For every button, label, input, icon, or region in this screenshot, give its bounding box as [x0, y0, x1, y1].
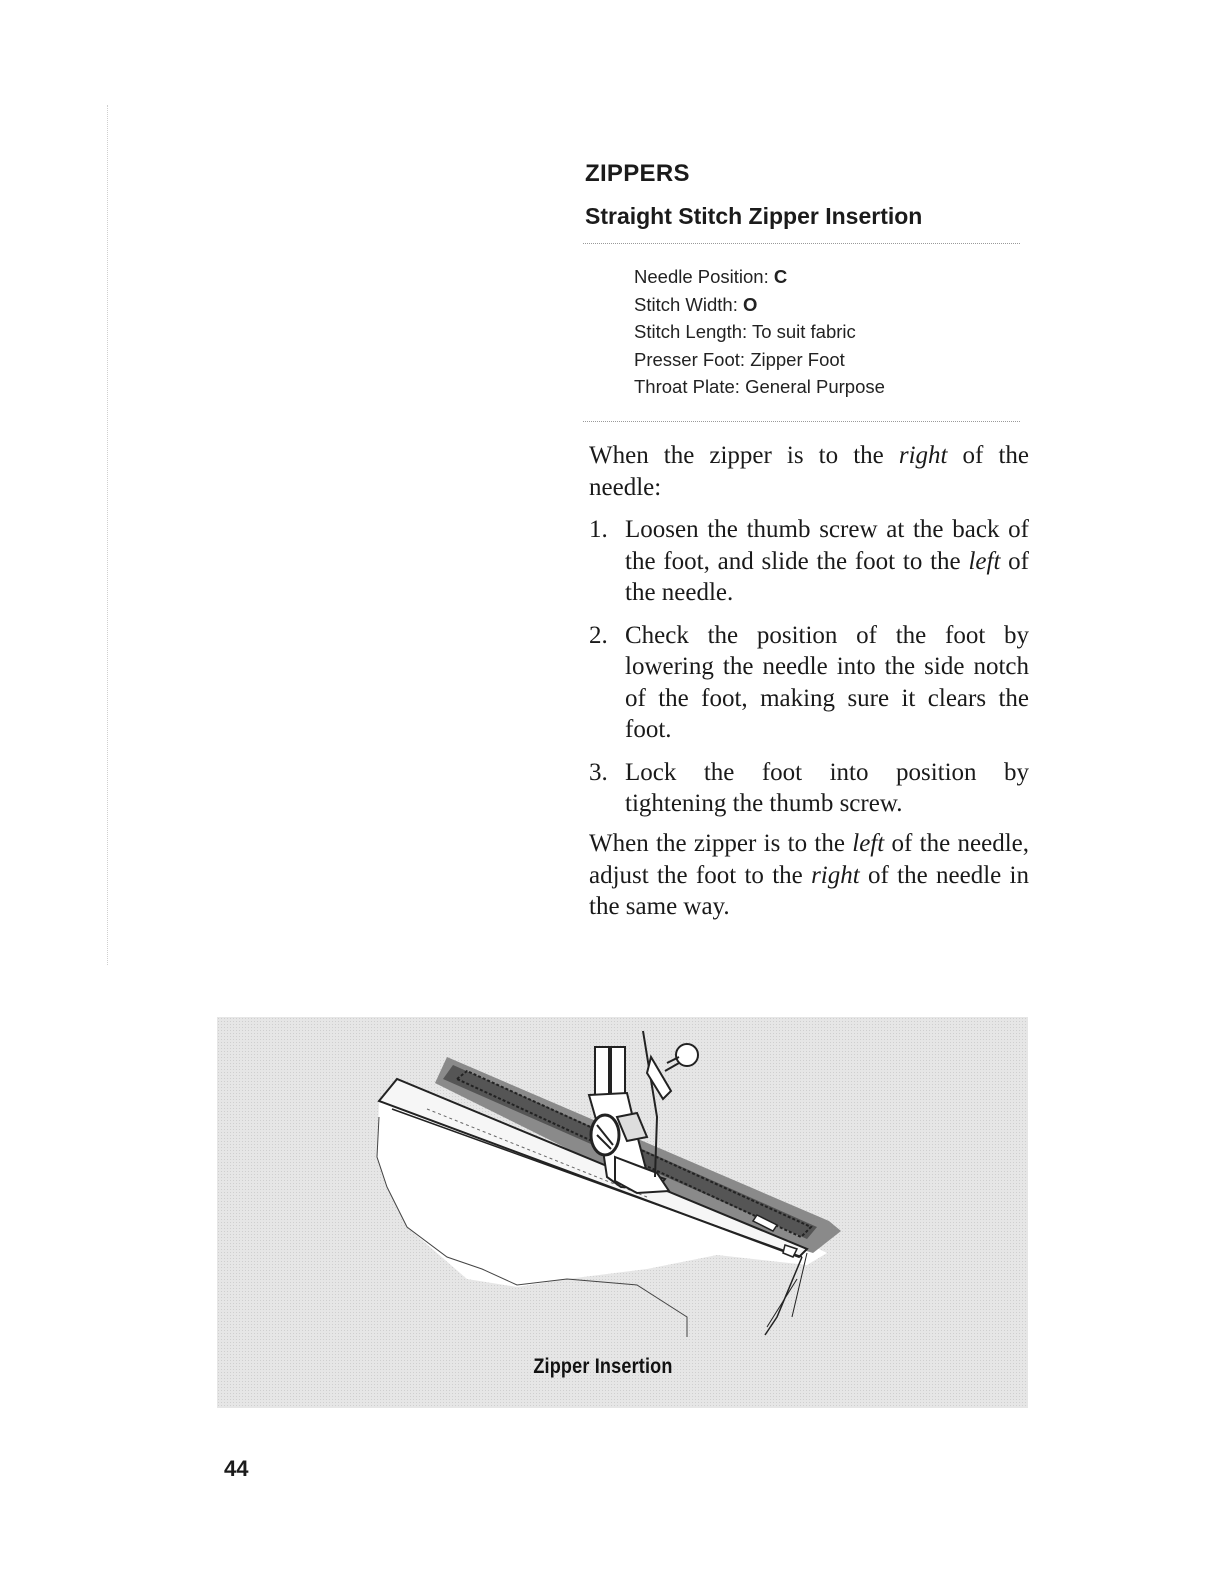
setting-label: Presser Foot:	[634, 348, 751, 370]
step-text: Lock the foot into position by tightening the thumb screw.	[625, 758, 1029, 817]
machine-settings	[634, 263, 885, 401]
setting-throat-plate	[634, 373, 885, 401]
figure-caption-text: Zipper Insertion	[532, 1355, 673, 1378]
setting-value: General Purpose	[745, 376, 885, 397]
step-text: Loosen the thumb screw at the back of the foot, and slide the foot to the	[625, 516, 1029, 575]
setting-value: Zipper Foot	[750, 348, 845, 370]
closing-text-middle: of the needle, adjust the foot to the	[589, 830, 1029, 889]
intro-text: When the zipper is to the	[589, 442, 899, 469]
intro-emphasis: right	[898, 442, 948, 469]
instruction-steps	[589, 514, 1029, 831]
step-item	[589, 620, 1029, 746]
figure-caption	[217, 1355, 1028, 1379]
settings-top-rule	[583, 243, 1020, 244]
intro-paragraph	[589, 440, 1029, 503]
step-text-end: of the needle.	[625, 547, 1029, 606]
closing-emphasis-right: right	[811, 861, 860, 889]
closing-text: When the zipper is to the	[589, 830, 853, 857]
setting-label: Stitch Width:	[634, 293, 743, 315]
setting-value: O	[742, 293, 758, 315]
setting-label: Throat Plate:	[634, 376, 746, 397]
step-number: 3.	[589, 758, 608, 786]
page-number: 44	[224, 1456, 249, 1481]
settings-bottom-rule	[583, 421, 1020, 422]
binding-line	[107, 105, 108, 965]
closing-text-end: of the needle in the same way.	[589, 861, 1029, 920]
setting-label: Needle Position:	[634, 266, 774, 287]
step-number: 1.	[589, 516, 608, 543]
section-title: ZIPPERS	[585, 160, 690, 187]
step-item	[589, 757, 1029, 820]
step-number: 2.	[589, 621, 608, 649]
setting-presser-foot	[634, 346, 885, 374]
closing-paragraph	[589, 828, 1029, 923]
setting-label: Stitch Length:	[634, 321, 752, 342]
zipper-insertion-figure	[217, 1017, 1028, 1408]
setting-value: C	[773, 266, 788, 287]
setting-stitch-width	[634, 291, 885, 319]
intro-text-end: of the needle:	[589, 442, 1029, 501]
closing-emphasis-left: left	[852, 830, 885, 857]
zipper-foot-illustration-icon	[217, 1017, 1028, 1408]
section-subtitle: Straight Stitch Zipper Insertion	[585, 203, 923, 229]
setting-stitch-length	[634, 318, 885, 346]
step-emphasis: left	[968, 547, 1001, 575]
setting-needle-position	[634, 263, 885, 291]
step-item	[589, 514, 1029, 609]
setting-value: To suit fabric	[751, 321, 856, 342]
step-text: Check the position of the foot by lowering the needle into the side notch of the foot, making sure it clears the foot.	[625, 621, 1029, 743]
